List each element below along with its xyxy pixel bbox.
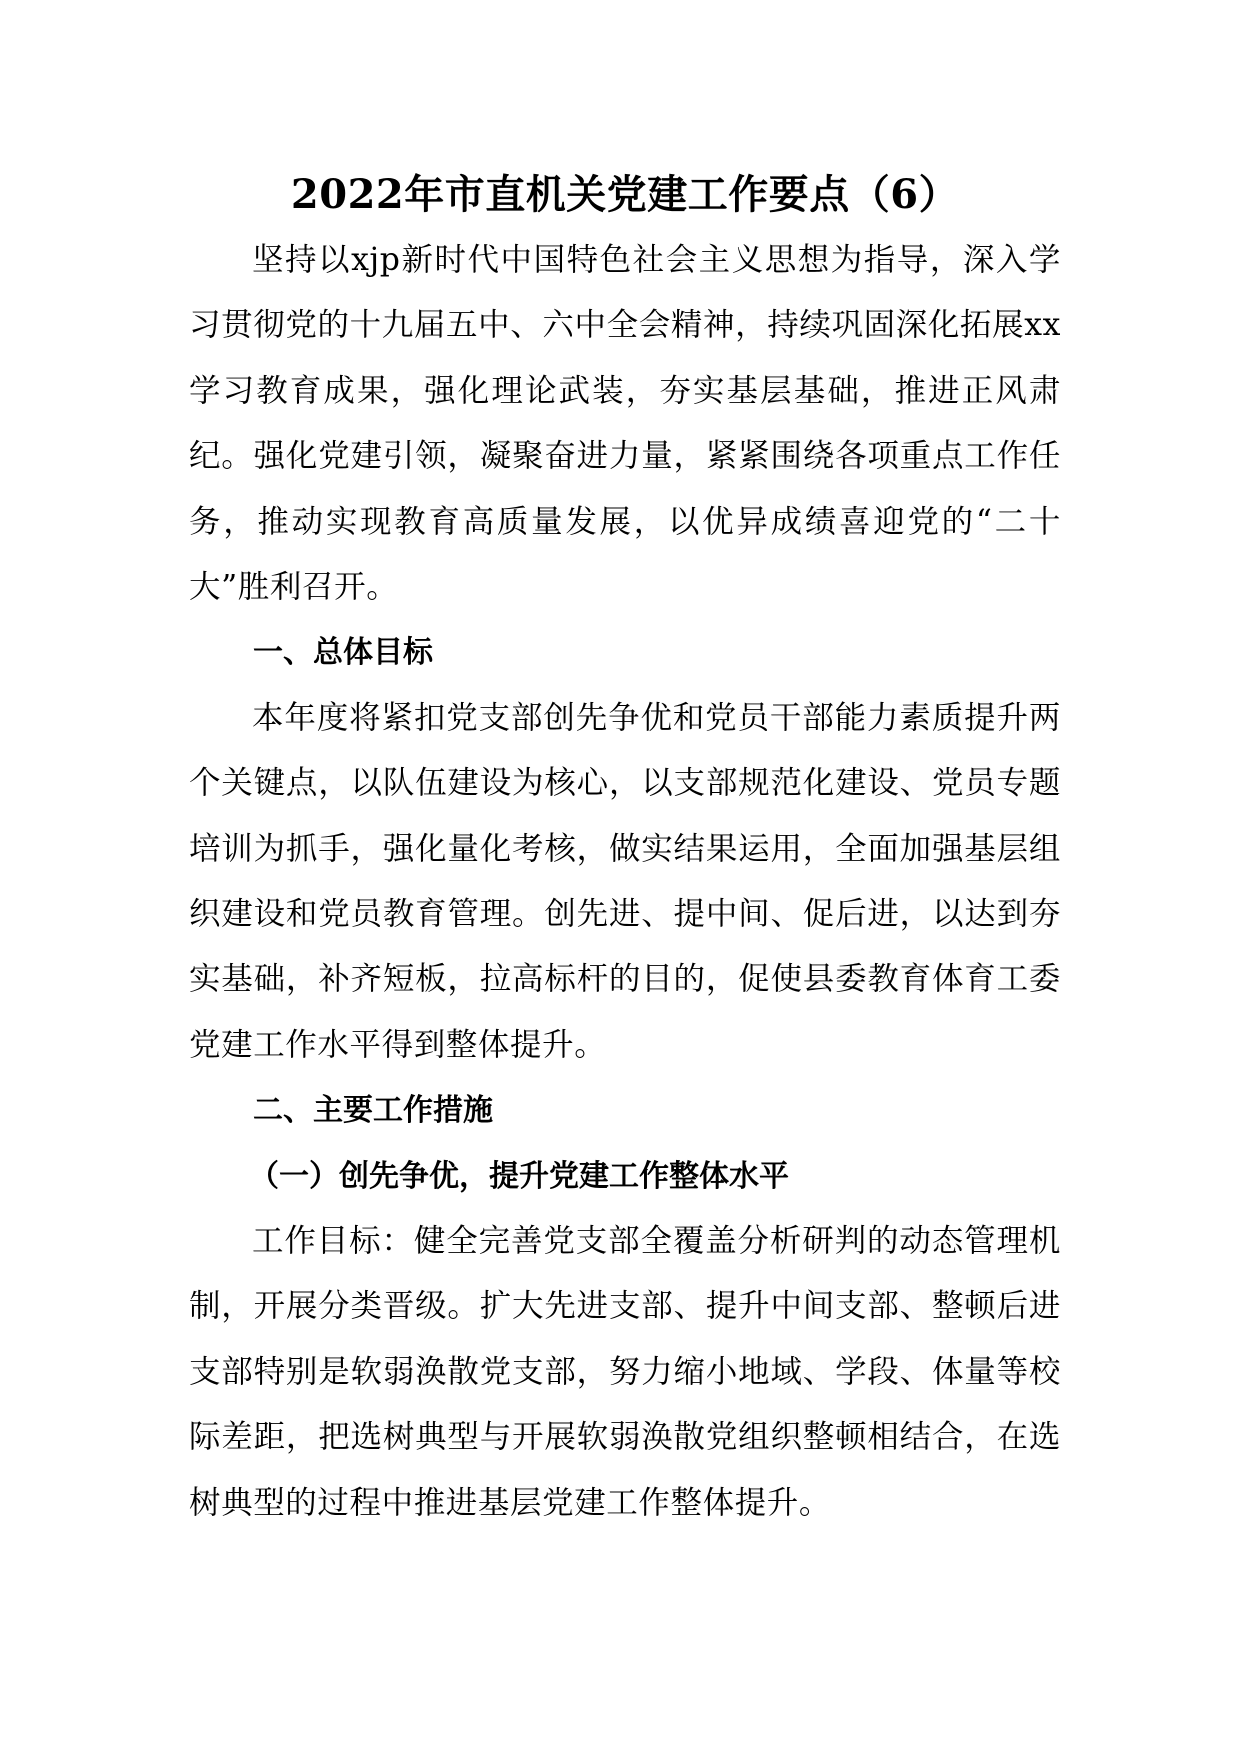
document-title: 2022年市直机关党建工作要点（6）: [290, 171, 960, 218]
overall-goals-paragraph: 本年度将紧扣党支部创先争优和党员干部能力素质提升两个关键点，以队伍建设为核心，以支部规范化建设、党员专题培训为抓手，强化量化考核，做实结果运用，全面加强基层组织建设和党员教育管理。创先进、提中间、促后进，以达到夯实基础，补齐短板，拉高标杆的目的，促使县委教育体育工委党建工作水平得到整体提升。: [189, 699, 1061, 1063]
subsection-heading-excellence: （一）创先争优，提升党建工作整体水平: [249, 1158, 789, 1194]
document-body: [189, 162, 1061, 1536]
excellence-paragraph: 工作目标：健全完善党支部全覆盖分析研判的动态管理机制，开展分类晋级。扩大先进支部、提升中间支部、整顿后进支部特别是软弱涣散党支部，努力缩小地域、学段、体量等校际差距，把选树典型与开展软弱涣散党组织整顿相结合，在选树典型的过程中推进基层党建工作整体提升。: [189, 1223, 1061, 1521]
section-heading-overall-goals: 一、总体目标: [253, 635, 433, 671]
section-heading-main-measures: 二、主要工作措施: [253, 1093, 493, 1129]
intro-paragraph: 坚持以xjp新时代中国特色社会主义思想为指导，深入学习贯彻党的十九届五中、六中全会精神，持续巩固深化拓展xx学习教育成果，强化理论武装，夯实基层基础，推进正风肃纪。强化党建引领，凝聚奋进力量，紧紧围绕各项重点工作任务，推动实现教育高质量发展，以优异成绩喜迎党的“二十大”胜利召开。: [189, 242, 1061, 606]
